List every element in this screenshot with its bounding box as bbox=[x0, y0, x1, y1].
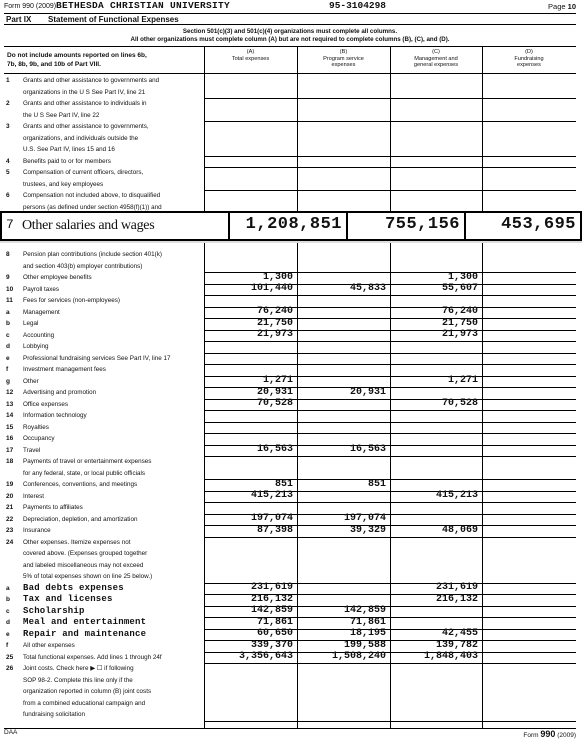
description-line: trustees, and key employees bbox=[23, 180, 104, 188]
line-number: 12 bbox=[6, 389, 14, 396]
description-line: Occupancy bbox=[23, 435, 55, 442]
table-row bbox=[4, 376, 576, 388]
value-col-b: 71,861 bbox=[349, 616, 386, 628]
footer-form-label bbox=[523, 729, 576, 739]
highlight-value-c: 453,695 bbox=[501, 215, 576, 234]
table-row bbox=[4, 652, 576, 664]
line-number: e bbox=[6, 354, 10, 362]
value-col-a: 1,300 bbox=[262, 271, 293, 283]
line-number: 21 bbox=[6, 504, 14, 511]
line-number: d bbox=[6, 343, 10, 350]
table-row bbox=[4, 502, 576, 514]
value-col-c: 21,973 bbox=[441, 329, 478, 340]
part-title-bar bbox=[4, 13, 576, 25]
line-number: 16 bbox=[6, 435, 14, 442]
description-line: Repair and maintenance bbox=[23, 628, 147, 639]
ein-number: 95-3104298 bbox=[329, 0, 387, 11]
value-col-a: 71,861 bbox=[256, 616, 293, 628]
description-line: Accounting bbox=[23, 331, 55, 339]
highlight-value-a: 1,208,851 bbox=[245, 215, 342, 234]
value-col-c: 1,300 bbox=[447, 271, 478, 283]
line-number: 3 bbox=[6, 123, 10, 130]
line-number: 9 bbox=[6, 274, 10, 281]
row-rule bbox=[204, 721, 576, 722]
organization-name: BETHESDA CHRISTIAN UNIVERSITY bbox=[56, 0, 231, 11]
instruction-note-2: All other organizations must complete column (A) but are not required to complete columns (B), (C), and (D). bbox=[130, 36, 450, 43]
value-col-c: 48,069 bbox=[441, 524, 478, 536]
line-description bbox=[23, 479, 203, 491]
table-row bbox=[4, 433, 576, 445]
line-number: 17 bbox=[6, 446, 14, 454]
table-row bbox=[4, 491, 576, 503]
description-line: Meal and entertainment bbox=[23, 617, 147, 627]
description-line: Professional fundraising services See Part IV, line 17 bbox=[23, 354, 171, 362]
table-row bbox=[4, 640, 576, 652]
table-row bbox=[4, 272, 576, 284]
description-line: Bad debts expenses bbox=[23, 582, 124, 593]
line-number: a bbox=[6, 584, 10, 592]
value-col-c: 76,240 bbox=[441, 306, 478, 317]
line-description bbox=[23, 652, 203, 664]
line-number: 4 bbox=[6, 157, 10, 165]
form-header bbox=[4, 2, 576, 12]
value-col-b: 142,859 bbox=[343, 605, 386, 616]
column-d-header: (D) Fundraising expenses bbox=[514, 49, 544, 68]
line-number: 19 bbox=[6, 481, 14, 488]
value-col-c: 1,848,403 bbox=[423, 651, 478, 662]
line-description bbox=[23, 272, 203, 284]
instruction-note-1: Section 501(c)(3) and 501(c)(4) organizations must complete all columns. bbox=[182, 28, 398, 35]
value-col-c: 21,750 bbox=[441, 317, 478, 329]
description-line: Office expenses bbox=[23, 400, 69, 408]
description-line: Grants and other assistance to governments, bbox=[23, 123, 149, 130]
line-number: b bbox=[6, 320, 10, 327]
line-description bbox=[23, 249, 203, 272]
column-a-header: (A) Total expenses bbox=[231, 49, 270, 62]
value-col-a: 87,398 bbox=[256, 524, 293, 536]
value-col-c: 415,213 bbox=[435, 490, 478, 501]
description-line: Fees for services (non-employees) bbox=[23, 297, 120, 304]
line-description bbox=[23, 353, 203, 365]
line-description bbox=[23, 663, 203, 721]
description-line: Investment management fees bbox=[23, 366, 106, 373]
description-line: Compensation not included above, to disqualified bbox=[23, 192, 161, 199]
value-col-b: 1,508,240 bbox=[331, 651, 386, 662]
table-row bbox=[4, 422, 576, 434]
value-col-b: 199,588 bbox=[343, 639, 386, 651]
value-col-a: 142,859 bbox=[250, 605, 293, 616]
line-number: 6 bbox=[6, 192, 10, 199]
line-number: d bbox=[6, 619, 10, 626]
footer-daa: DAA bbox=[4, 729, 18, 736]
line-description bbox=[23, 433, 203, 445]
line-description bbox=[23, 617, 203, 629]
value-col-c: 1,271 bbox=[447, 375, 478, 386]
column-b-header: (B) Program service expenses bbox=[323, 49, 364, 68]
value-col-a: 3,356,643 bbox=[238, 651, 293, 662]
table-row bbox=[4, 387, 576, 399]
description-line: Total functional expenses. Add lines 1 through 24f bbox=[23, 653, 162, 661]
table-row bbox=[4, 284, 576, 296]
line-number: 15 bbox=[6, 423, 14, 431]
line-number: f bbox=[6, 366, 9, 373]
line-number: 22 bbox=[6, 515, 14, 523]
table-row bbox=[4, 514, 576, 526]
value-col-a: 231,619 bbox=[250, 582, 293, 593]
value-col-c: 231,619 bbox=[435, 582, 478, 593]
line-description bbox=[23, 502, 203, 514]
footer-form-number: 990 bbox=[540, 729, 556, 739]
line-number: 11 bbox=[6, 297, 13, 304]
table-row bbox=[4, 330, 576, 342]
line-number: 18 bbox=[6, 458, 14, 465]
description-line: Grants and other assistance to individuals in bbox=[23, 100, 147, 107]
left-header-line-2: 7b, 8b, 9b, and 10b of Part VIII. bbox=[7, 61, 101, 68]
line-description bbox=[23, 284, 203, 296]
description-line: 5% of total expenses shown on line 25 below.) bbox=[23, 573, 153, 580]
line-description bbox=[23, 640, 203, 652]
line-description bbox=[23, 594, 203, 606]
table-row bbox=[4, 353, 576, 365]
left-header-line-1: Do not include amounts reported on lines 6b, bbox=[7, 52, 147, 59]
description-line: Payments to affiliates bbox=[23, 504, 83, 511]
value-col-c: 55,607 bbox=[441, 283, 478, 294]
highlight-label: Other salaries and wages bbox=[22, 218, 155, 233]
line-description bbox=[23, 341, 203, 353]
description-line: organizations, and individuals outside the bbox=[23, 134, 139, 142]
line-description bbox=[23, 399, 203, 411]
line-description bbox=[23, 410, 203, 422]
table-row bbox=[4, 190, 576, 213]
header-rule bbox=[4, 73, 576, 74]
value-col-a: 70,528 bbox=[256, 398, 293, 409]
value-col-a: 16,563 bbox=[256, 444, 293, 455]
value-col-c: 70,528 bbox=[441, 398, 478, 409]
value-col-a: 415,213 bbox=[250, 490, 293, 501]
value-col-b: 39,329 bbox=[349, 524, 386, 536]
line-description bbox=[23, 606, 203, 618]
line-number: 5 bbox=[6, 169, 10, 176]
description-line: Conferences, conventions, and meetings bbox=[23, 481, 138, 488]
table-row bbox=[4, 399, 576, 411]
line-description bbox=[23, 364, 203, 376]
description-line: Royalties bbox=[23, 423, 49, 431]
value-col-a: 101,440 bbox=[250, 283, 293, 294]
page-number bbox=[548, 2, 576, 11]
value-col-a: 339,370 bbox=[250, 639, 293, 651]
line-number: 8 bbox=[6, 251, 10, 258]
value-col-a: 60,650 bbox=[256, 628, 293, 639]
value-col-a: 76,240 bbox=[256, 306, 293, 317]
line-number: 13 bbox=[6, 400, 14, 408]
line-description bbox=[23, 295, 203, 307]
page-num: 10 bbox=[567, 2, 576, 11]
line-number: 1 bbox=[6, 77, 10, 84]
value-col-c: 42,455 bbox=[441, 628, 478, 639]
line-number: 26 bbox=[6, 665, 14, 672]
table-row bbox=[4, 583, 576, 595]
table-left-header bbox=[7, 51, 147, 69]
description-line: and labeled miscellaneous may not exceed bbox=[23, 561, 144, 569]
line-description bbox=[23, 422, 203, 434]
table-row bbox=[4, 295, 576, 307]
line-description bbox=[23, 583, 203, 595]
table-row bbox=[4, 156, 576, 168]
value-col-b: 851 bbox=[367, 478, 386, 490]
table-row bbox=[4, 629, 576, 641]
line-description bbox=[23, 190, 203, 213]
line-number: 25 bbox=[6, 653, 14, 661]
line-description bbox=[23, 387, 203, 399]
line-number: 10 bbox=[6, 285, 14, 293]
line-number: 24 bbox=[6, 538, 14, 546]
description-line: Other employee benefits bbox=[23, 274, 92, 281]
line-description bbox=[23, 456, 203, 479]
description-line: Interest bbox=[23, 492, 44, 500]
line-description bbox=[23, 514, 203, 526]
line-number: g bbox=[6, 377, 10, 385]
description-line: Advertising and promotion bbox=[23, 389, 97, 396]
description-line: Payments of travel or entertainment expenses bbox=[23, 458, 152, 465]
table-row bbox=[4, 617, 576, 629]
line-description bbox=[23, 307, 203, 319]
line-number: f bbox=[6, 642, 9, 649]
table-row bbox=[4, 318, 576, 330]
table-row bbox=[4, 249, 576, 272]
value-col-b: 16,563 bbox=[349, 444, 386, 455]
description-line: Grants and other assistance to governments and bbox=[23, 77, 160, 84]
description-line: for any federal, state, or local public officials bbox=[23, 469, 146, 477]
table-row bbox=[4, 121, 576, 156]
value-col-a: 851 bbox=[274, 478, 293, 490]
value-col-c: 216,132 bbox=[435, 593, 478, 605]
footer-prefix: Form bbox=[523, 732, 539, 739]
line-description bbox=[23, 98, 203, 121]
description-line: Benefits paid to or for members bbox=[23, 157, 111, 165]
line-description bbox=[23, 318, 203, 330]
table-row bbox=[4, 663, 576, 721]
description-line: from a combined educational campaign and bbox=[23, 699, 146, 707]
line-description bbox=[23, 445, 203, 457]
description-line: and section 403(b) employer contributions) bbox=[23, 262, 143, 270]
description-line: SOP 98-2. Complete this line only if the bbox=[23, 676, 133, 684]
table-row bbox=[4, 479, 576, 491]
line-number: 14 bbox=[6, 412, 14, 419]
line-number: c bbox=[6, 607, 10, 615]
line-number: 2 bbox=[6, 100, 10, 107]
table-row bbox=[4, 445, 576, 457]
description-line: Management bbox=[23, 308, 60, 316]
line-description bbox=[23, 491, 203, 503]
highlight-value-b: 755,156 bbox=[385, 215, 460, 234]
footer-year: (2009) bbox=[557, 732, 576, 739]
value-col-a: 197,074 bbox=[250, 513, 293, 524]
highlighted-row-7 bbox=[0, 211, 582, 241]
value-col-a: 21,750 bbox=[256, 317, 293, 329]
page-label: Page bbox=[548, 2, 566, 11]
value-col-a: 20,931 bbox=[256, 386, 293, 398]
value-col-a: 1,271 bbox=[262, 375, 293, 386]
line-description bbox=[23, 525, 203, 537]
description-line: Legal bbox=[23, 320, 39, 327]
line-number: e bbox=[6, 630, 10, 638]
table-row bbox=[4, 167, 576, 190]
description-line: Payroll taxes bbox=[23, 285, 60, 293]
description-line: Depreciation, depletion, and amortization bbox=[23, 515, 138, 523]
table-row bbox=[4, 410, 576, 422]
description-line: Other expenses. Itemize expenses not bbox=[23, 538, 131, 546]
line-description bbox=[23, 629, 203, 641]
line-description bbox=[23, 167, 203, 190]
table-row bbox=[4, 307, 576, 319]
line-description bbox=[23, 330, 203, 342]
description-line: Other bbox=[23, 377, 39, 385]
description-line: Scholarship bbox=[23, 605, 85, 616]
description-line: Insurance bbox=[23, 527, 51, 534]
part-label: Part IX bbox=[6, 15, 32, 24]
description-line: organizations in the U S See Part IV, line 21 bbox=[23, 88, 146, 96]
table-row bbox=[4, 75, 576, 98]
value-col-b: 18,195 bbox=[349, 628, 386, 639]
description-line: organization reported in column (B) joint costs bbox=[23, 688, 152, 695]
line-number: b bbox=[6, 596, 10, 603]
description-line: fundraising solicitation bbox=[23, 711, 85, 718]
table-row bbox=[4, 537, 576, 583]
table-row bbox=[4, 606, 576, 618]
description-line: All other expenses bbox=[23, 642, 75, 649]
line-description bbox=[23, 537, 203, 583]
value-col-b: 197,074 bbox=[343, 513, 386, 524]
expenses-table bbox=[4, 46, 576, 729]
line-number: a bbox=[6, 308, 10, 316]
column-c-header: (C) Management and general expenses bbox=[413, 49, 459, 68]
table-row bbox=[4, 341, 576, 353]
description-line: Information technology bbox=[23, 412, 87, 419]
table-row bbox=[4, 456, 576, 479]
description-line: the U S See Part IV, line 22 bbox=[23, 111, 100, 119]
description-line: persons (as defined under section 4958(f)(1)) and bbox=[23, 203, 162, 211]
line-description bbox=[23, 75, 203, 98]
table-row bbox=[4, 594, 576, 606]
description-line: Tax and licenses bbox=[23, 594, 113, 604]
table-row bbox=[4, 98, 576, 121]
highlight-line-number: 7 bbox=[6, 217, 14, 232]
table-row bbox=[4, 525, 576, 537]
value-col-c: 139,782 bbox=[435, 639, 478, 651]
line-number: c bbox=[6, 331, 10, 339]
value-col-b: 45,833 bbox=[349, 283, 386, 294]
part-title: Statement of Functional Expenses bbox=[48, 15, 179, 24]
description-line: Travel bbox=[23, 446, 41, 454]
value-col-a: 216,132 bbox=[250, 593, 293, 605]
line-description bbox=[23, 121, 203, 156]
description-line: Lobbying bbox=[23, 343, 49, 350]
line-number: 23 bbox=[6, 527, 14, 534]
description-line: covered above. (Expenses grouped together bbox=[23, 550, 148, 557]
description-line: Joint costs. Check here ▶ ☐ if following bbox=[23, 665, 134, 672]
form-label: Form 990 (2009) bbox=[4, 3, 57, 10]
line-number: 20 bbox=[6, 492, 14, 500]
value-col-b: 20,931 bbox=[349, 386, 386, 398]
line-description bbox=[23, 376, 203, 388]
table-row bbox=[4, 364, 576, 376]
description-line: U.S. See Part IV, lines 15 and 16 bbox=[23, 146, 115, 153]
line-description bbox=[23, 156, 203, 168]
description-line: Pension plan contributions (include section 401(k) bbox=[23, 251, 162, 258]
value-col-a: 21,973 bbox=[256, 329, 293, 340]
description-line: Compensation of current officers, directors, bbox=[23, 169, 144, 176]
